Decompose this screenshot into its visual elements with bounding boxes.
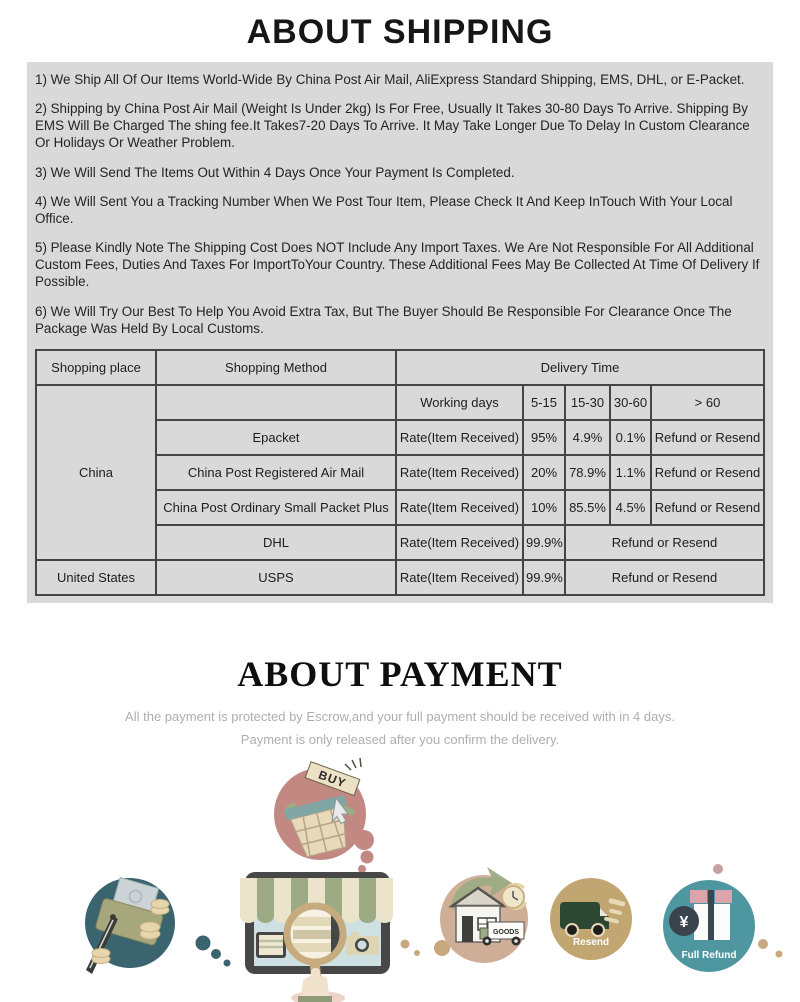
goods-delivery-icon bbox=[440, 867, 528, 963]
full-refund-label: Full Refund bbox=[681, 950, 737, 962]
dot bbox=[196, 936, 211, 951]
shipping-note-4: 4) We Will Sent You a Tracking Number When We Post Tour Item, Please Check It And Keep InTouch With Your Local Office. bbox=[35, 193, 733, 226]
shipping-note-3: 3) We Will Send The Items Out Within 4 Days Once Your Payment Is Completed. bbox=[35, 164, 515, 180]
cell-empty bbox=[156, 385, 396, 420]
cell-method: USPS bbox=[156, 560, 396, 595]
cell-rate-label: Rate(Item Received) bbox=[396, 420, 523, 455]
yen-icon: ¥ bbox=[679, 914, 689, 932]
cell-p1: 20% bbox=[523, 455, 565, 490]
dot bbox=[401, 940, 410, 949]
about-payment-title: ABOUT PAYMENT bbox=[237, 653, 563, 694]
cell-result: Refund or Resend bbox=[651, 420, 764, 455]
cell-method: China Post Registered Air Mail bbox=[156, 455, 396, 490]
dot bbox=[224, 960, 231, 967]
shipping-note-2: 2) Shipping by China Post Air Mail (Weight Is Under 2kg) Is For Free, Usually It Takes 30-80 Days To Arrive. Shipping By EMS Will Be Charged The shing fee.It Takes7-20 Days To Arrive. It May Take Longer Due To Delay In Custom Clearance Or Holidays Or Weather Problem. bbox=[35, 101, 750, 151]
wallet-money-icon bbox=[85, 875, 175, 974]
cell-p1: 10% bbox=[523, 490, 565, 525]
cell-range-3: 30-60 bbox=[610, 385, 651, 420]
th-delivery-time: Delivery Time bbox=[396, 350, 764, 385]
cell-range-2: 15-30 bbox=[565, 385, 610, 420]
payment-subtext-1: All the payment is protected by Escrow,and your full payment should be received with in 4 days. bbox=[125, 708, 675, 724]
goods-label: GOODS bbox=[492, 929, 520, 937]
cell-method: Epacket bbox=[156, 420, 396, 455]
shipping-note-1: 1) We Ship All Of Our Items World-Wide By China Post Air Mail, AliExpress Standard Shipping, EMS, DHL, or E-Packet. bbox=[35, 72, 745, 87]
buy-label: BUY bbox=[316, 768, 349, 791]
payment-illustration bbox=[0, 756, 800, 1002]
cell-china: China bbox=[36, 385, 156, 560]
table-header-row bbox=[36, 350, 764, 385]
cell-rate-label: Rate(Item Received) bbox=[396, 490, 523, 525]
shipping-note-6: 6) We Will Try Our Best To Help You Avoid Extra Tax, But The Buyer Should Be Responsible For Clearance Once The Package Was Held By Local Customs. bbox=[35, 303, 732, 336]
storefront-search-icon bbox=[240, 872, 393, 1002]
buy-basket-icon bbox=[274, 758, 366, 860]
full-refund-icon bbox=[663, 880, 755, 972]
cell-p2: 85.5% bbox=[565, 490, 610, 525]
cell-result: Refund or Resend bbox=[565, 560, 764, 595]
cell-range-1: 5-15 bbox=[523, 385, 565, 420]
cell-working-days: Working days bbox=[396, 385, 523, 420]
cell-p2: 78.9% bbox=[565, 455, 610, 490]
dot bbox=[354, 830, 374, 850]
cell-rate-label: Rate(Item Received) bbox=[396, 525, 523, 560]
th-shopping-method: Shopping Method bbox=[156, 350, 396, 385]
cell-p1: 99.9% bbox=[523, 525, 565, 560]
table-row-usps bbox=[36, 560, 764, 595]
cell-method: DHL bbox=[156, 525, 396, 560]
cell-result: Refund or Resend bbox=[651, 490, 764, 525]
payment-subtext-2: Payment is only released after you confirm the delivery. bbox=[240, 731, 560, 747]
dot bbox=[358, 865, 366, 873]
dot bbox=[414, 950, 420, 956]
cell-p3: 0.1% bbox=[610, 420, 651, 455]
cell-p2: 4.9% bbox=[565, 420, 610, 455]
about-shipping-title: ABOUT SHIPPING bbox=[246, 13, 554, 51]
cell-p1: 95% bbox=[523, 420, 565, 455]
shipping-info-panel bbox=[27, 62, 773, 603]
th-shopping-place: Shopping place bbox=[36, 350, 156, 385]
cell-rate-label: Rate(Item Received) bbox=[396, 560, 523, 595]
cell-method: China Post Ordinary Small Packet Plus bbox=[156, 490, 396, 525]
cell-p3: 1.1% bbox=[610, 455, 651, 490]
cell-result: Refund or Resend bbox=[565, 525, 764, 560]
dot bbox=[758, 939, 768, 949]
shipping-note-5: 5) Please Kindly Note The Shipping Cost Does NOT Include Any Import Taxes. We Are Not Responsible For All Additional Custom Fees, Duties And Taxes For ImportToYour Country. These Additional Fees May Be Collected At Time Of Delivery If Possible. bbox=[35, 240, 760, 290]
cell-rate-label: Rate(Item Received) bbox=[396, 455, 523, 490]
cell-result: Refund or Resend bbox=[651, 455, 764, 490]
cell-p3: 4.5% bbox=[610, 490, 651, 525]
shipping-table bbox=[35, 349, 765, 596]
cell-united-states: United States bbox=[36, 560, 156, 595]
dot bbox=[211, 949, 221, 959]
cell-p1: 99.9% bbox=[523, 560, 565, 595]
resend-label: Resend bbox=[572, 937, 610, 949]
resend-van-icon bbox=[550, 878, 632, 960]
dot bbox=[713, 864, 723, 874]
dot bbox=[361, 851, 374, 864]
dot bbox=[776, 951, 783, 958]
cell-range-4: > 60 bbox=[651, 385, 764, 420]
table-row-working-days bbox=[36, 385, 764, 420]
payment-illustration-canvas bbox=[0, 756, 800, 1002]
